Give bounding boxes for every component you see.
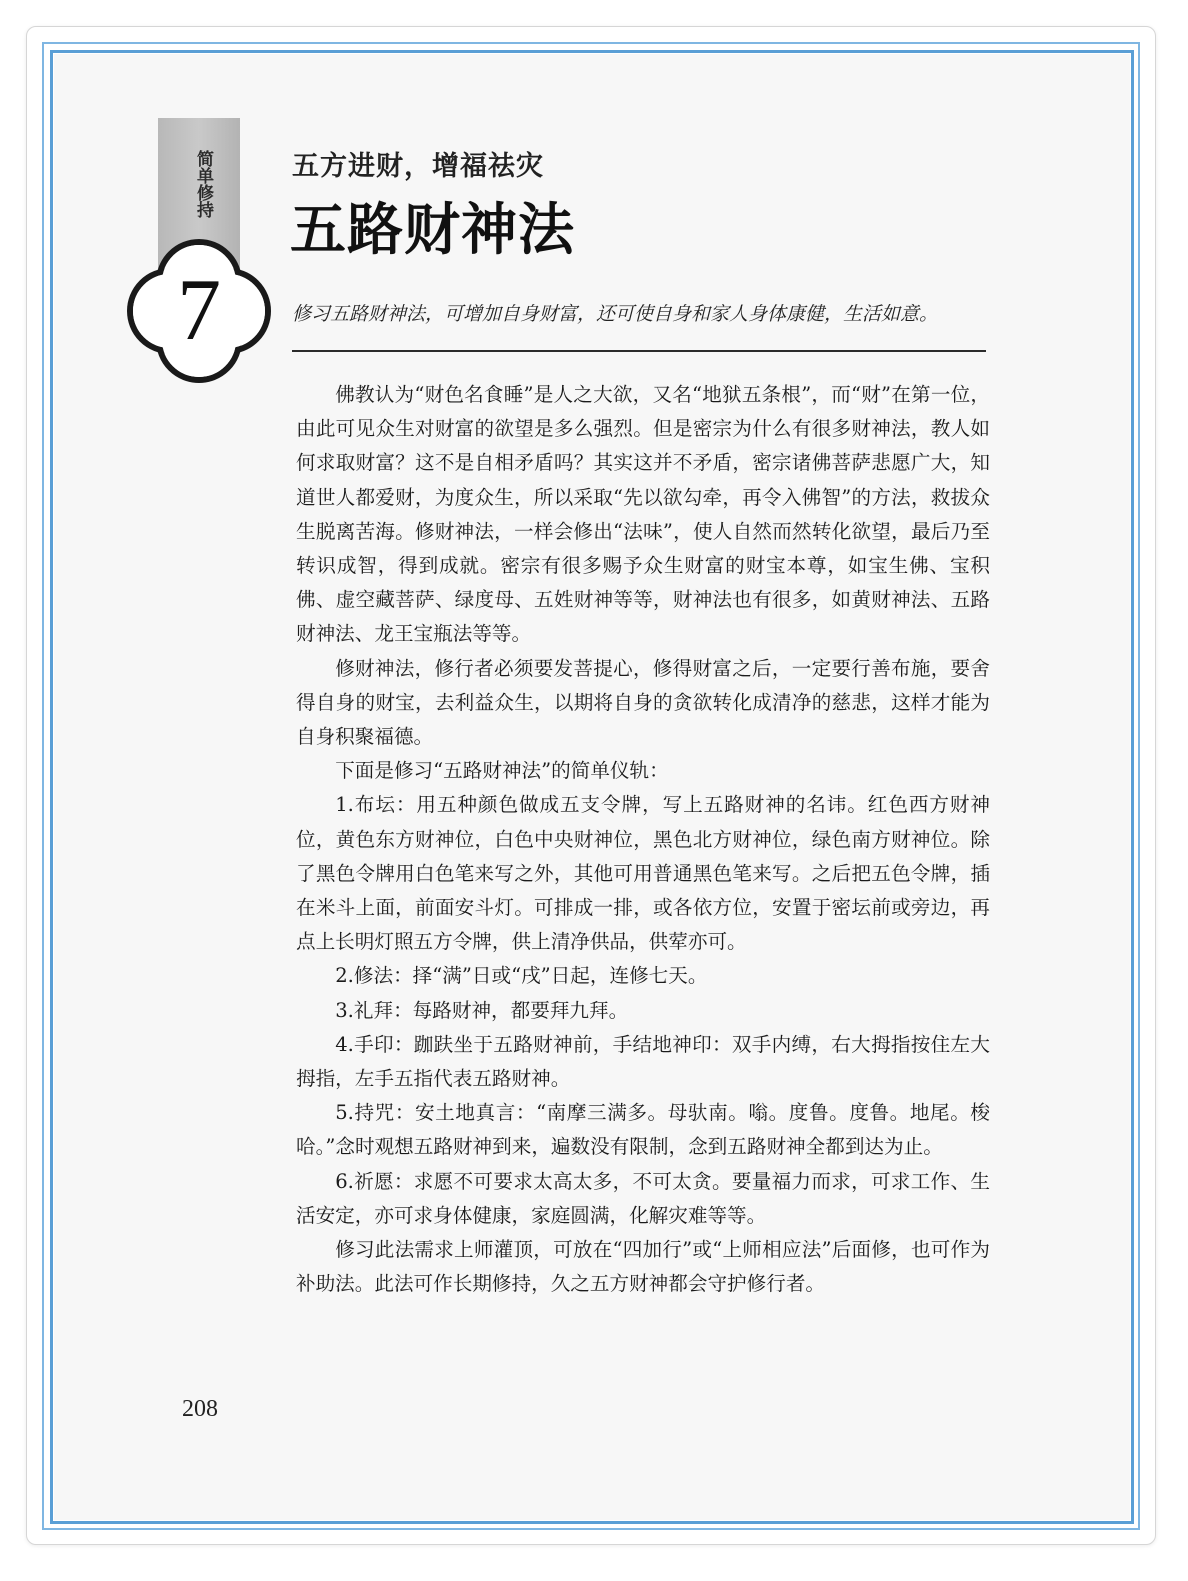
body-text <box>296 378 990 1301</box>
chapter-number: 7 <box>177 262 221 359</box>
paragraph: 修财神法，修行者必须要发菩提心，修得财富之后，一定要行善布施，要舍得自身的财宝，去利益众生，以期将自身的贪欲转化成清净的慈悲，这样才能为自身积聚福德。 <box>296 656 990 749</box>
section-title: 五路财神法 <box>290 198 575 263</box>
paragraph: 5.持咒：安土地真言：“南摩三满多。母驮南。嗡。度鲁。度鲁。地尾。梭哈。”念时观想五路财神到来，遍数没有限制，念到五路财神全都到达为止。 <box>296 1101 990 1159</box>
section-subtitle: 五方进财，增福祛灾 <box>292 151 544 182</box>
paragraph: 1.布坛：用五种颜色做成五支令牌，写上五路财神的名讳。红色西方财神位，黄色东方财神位，白色中央财神位，黑色北方财神位，绿色南方财神位。除了黑色令牌用白色笔来写之外，其他可用普通黑色笔来写。之后把五色令牌，插在米斗上面，前面安斗灯。可排成一排，或各依方位，安置于密坛前或旁边，再点上长明灯照五方令牌，供上清净供品，供荤亦可。 <box>296 793 990 954</box>
title-divider <box>292 350 986 352</box>
paragraph: 6.祈愿：求愿不可要求太高太多，不可太贪。要量福力而求，可求工作、生活安定，亦可求身体健康，家庭圆满，化解灾难等等。 <box>296 1169 990 1227</box>
paragraph: 下面是修习“五路财神法”的简单仪轨： <box>335 759 669 783</box>
page-number: 208 <box>182 1396 218 1422</box>
paragraph: 4.手印：跏趺坐于五路财神前，手结地神印：双手内缚，右大拇指按住左大拇指，左手五指代表五路财神。 <box>296 1032 990 1091</box>
section-intro: 修习五路财神法，可增加自身财富，还可使自身和家人身体康健，生活如意。 <box>292 303 939 325</box>
paragraph: 佛教认为“财色名食睡”是人之大欲，又名“地狱五条根”，而“财”在第一位，由此可见众生对财富的欲望是多么强烈。但是密宗为什么有很多财神法，教人如何求取财富？这不是自相矛盾吗？其实这并不矛盾，密宗诸佛菩萨悲愿广大，知道世人都爱财，为度众生，所以采取“先以欲勾牵，再令入佛智”的方法，救拔众生脱离苦海。修财神法，一样会修出“法味”，使人自然而然转化欲望，最后乃至转识成智，得到成就。密宗有很多赐予众生财富的财宝本尊，如宝生佛、宝积佛、虚空藏菩萨、绿度母、五姓财神等等，财神法也有很多，如黄财神法、五路财神法、龙王宝瓶法等等。 <box>296 383 990 646</box>
paragraph: 修习此法需求上师灌顶，可放在“四加行”或“上师相应法”后面修，也可作为补助法。此法可作长期修持，久之五方财神都会守护修行者。 <box>296 1238 990 1296</box>
chapter-tab-label: 简单修持 <box>193 150 213 218</box>
paragraph: 3.礼拜：每路财神，都要拜九拜。 <box>335 998 629 1022</box>
paragraph: 2.修法：择“满”日或“戌”日起，连修七天。 <box>335 964 708 988</box>
